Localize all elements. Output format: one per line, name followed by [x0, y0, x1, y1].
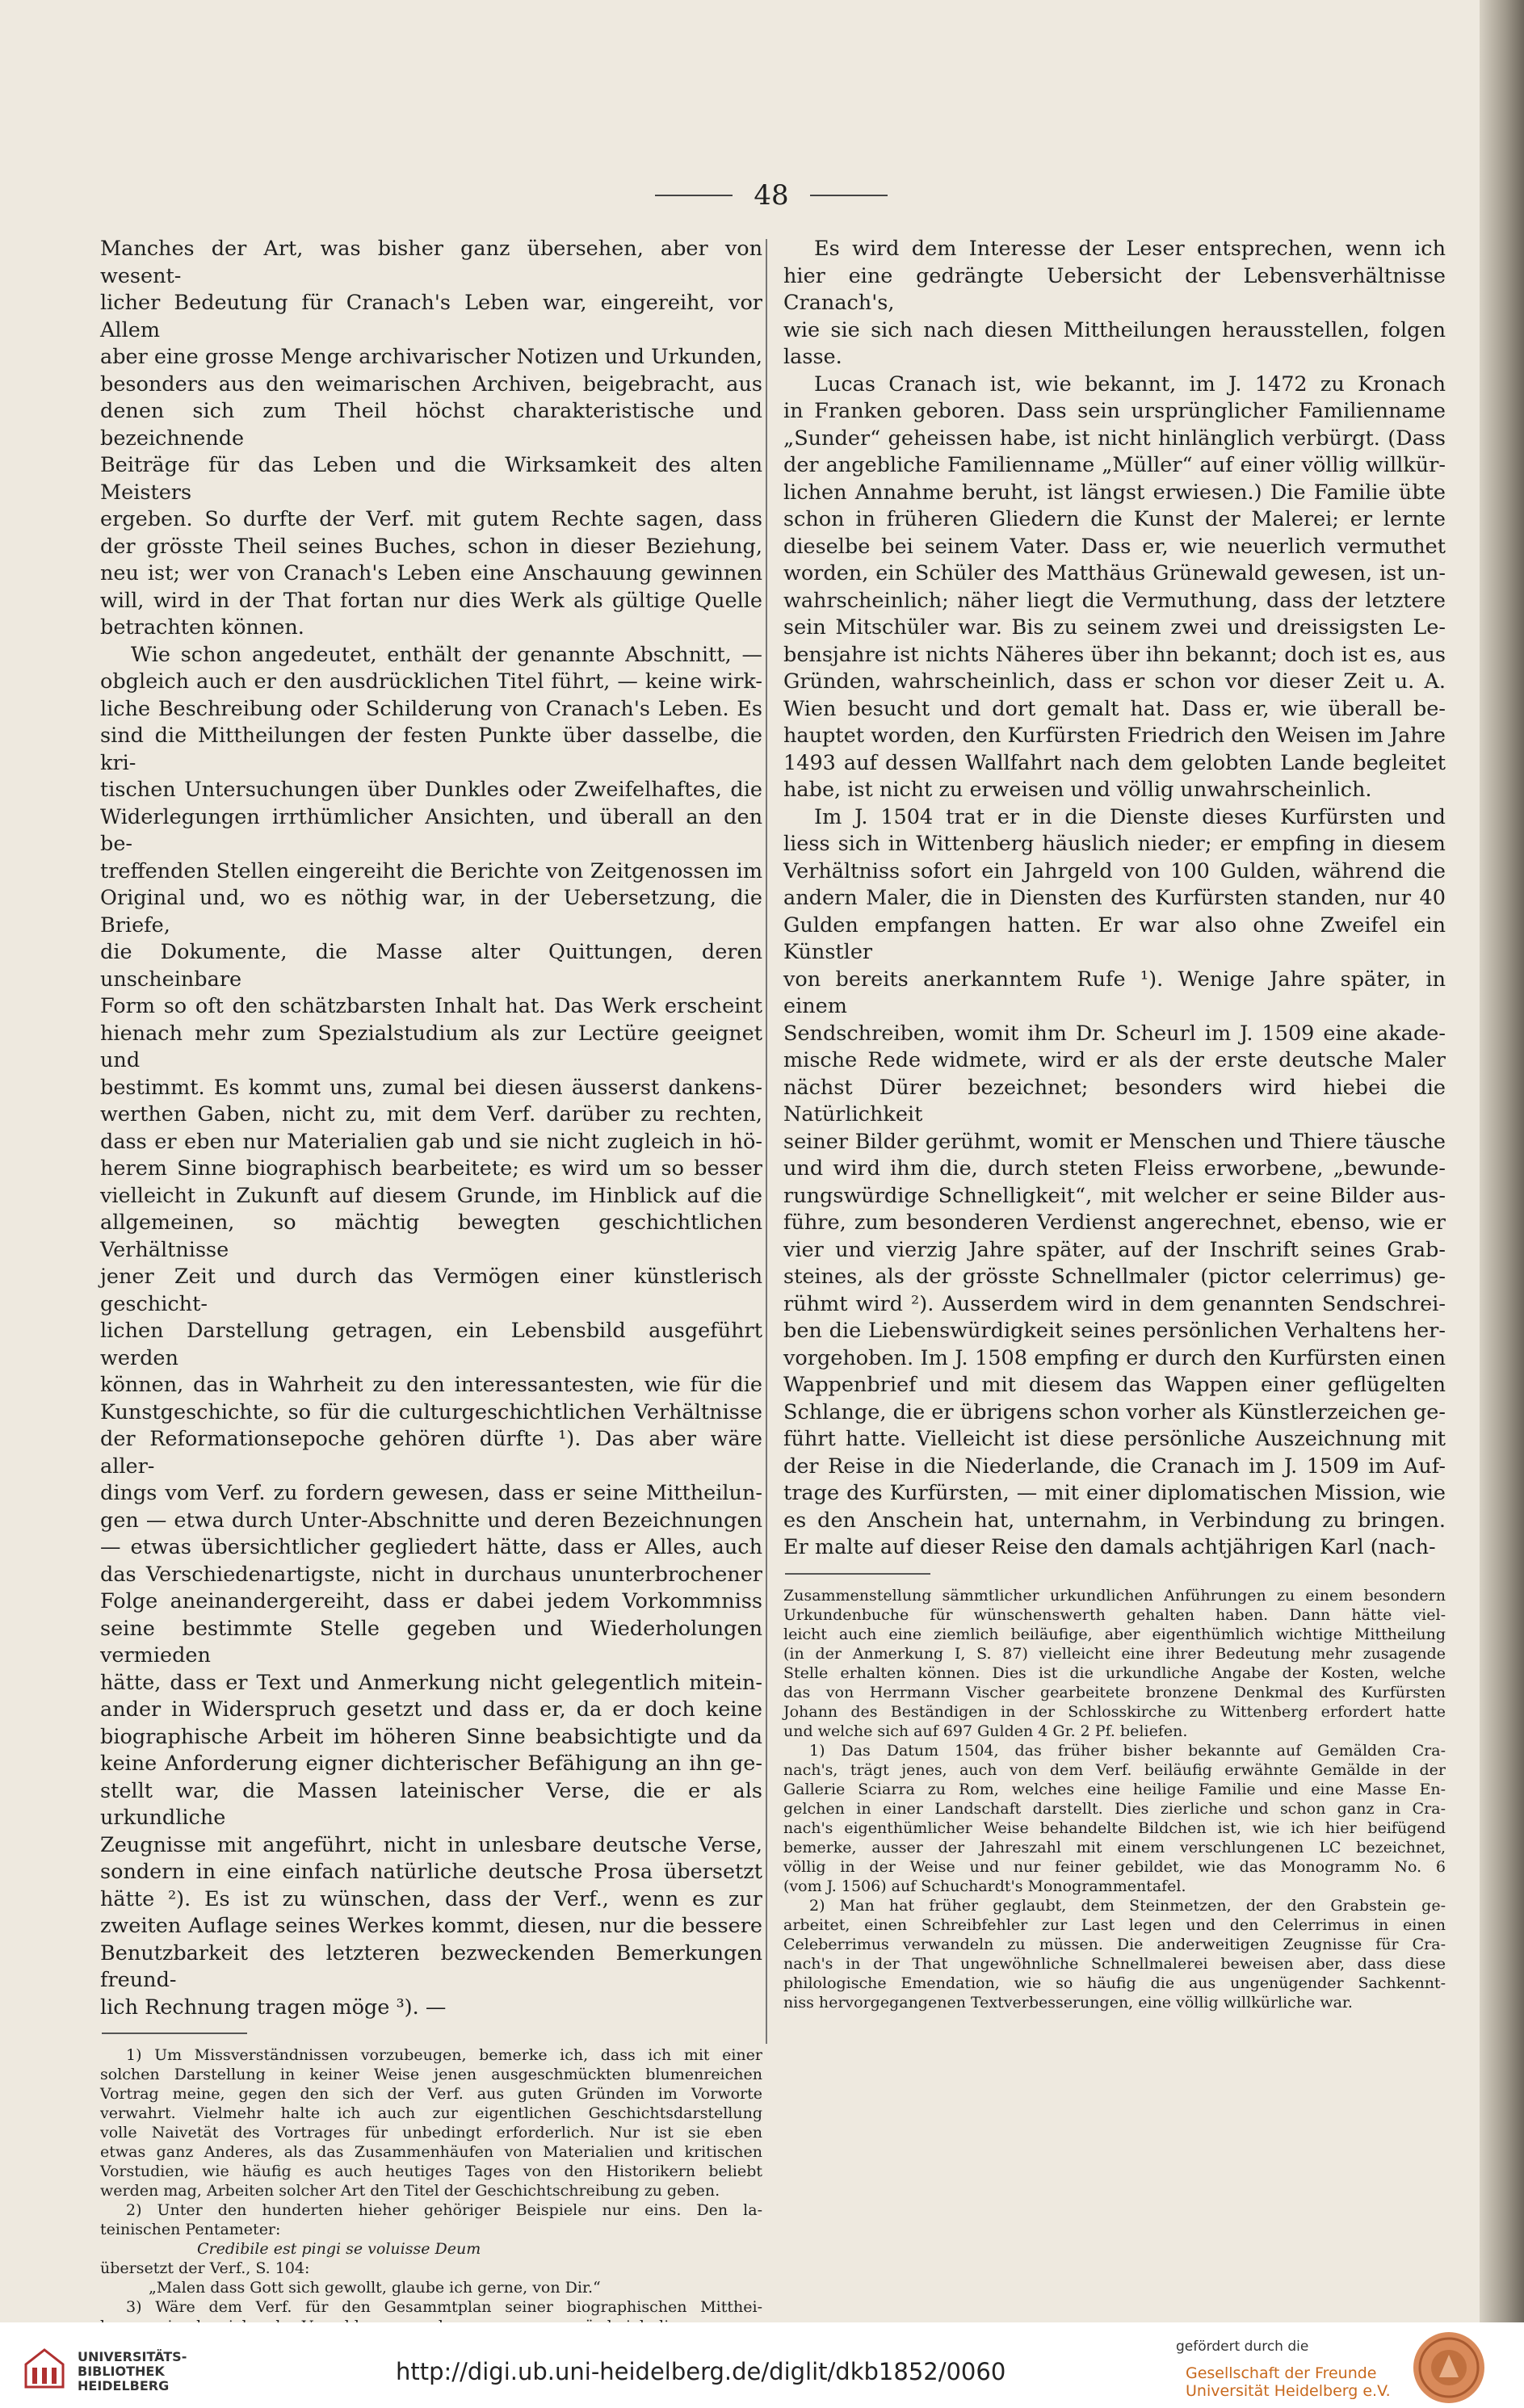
- text-line: 1493 auf dessen Wallfahrt nach dem gelobten Lande begleitet: [783, 750, 1446, 775]
- footnote-line: Urkundenbuche für wünschenswerth gehalten haben. Dann hätte viel-: [783, 1605, 1446, 1624]
- text-line: licher Bedeutung für Cranach's Leben war, eingereiht, vor Allem: [100, 291, 762, 342]
- paragraph: [100, 236, 762, 642]
- header-dash-right: [810, 195, 888, 196]
- text-line: sind die Mittheilungen der festen Punkte über dasselbe, die kri-: [100, 724, 762, 775]
- footnote-line: philologische Emendation, wie so häufig die aus ungenügender Sachkennt-: [783, 1974, 1446, 1992]
- footnote-line: niss hervorgegangenen Textverbesserungen, eine völlig willkürliche war.: [783, 1993, 1353, 2012]
- text-line: lich Rechnung tragen möge ³). —: [100, 1995, 447, 2020]
- text-line: Schlange, die er übrigens schon vorher als Künstlerzeichen ge-: [783, 1399, 1446, 1424]
- text-line: schon in früheren Gliedern die Kunst der Malerei; er lernte: [783, 507, 1446, 531]
- footnote-line: nach's eigenthümlicher Weise behandelte Bildchen ist, wie ich hier beifügend: [783, 1819, 1446, 1837]
- text-line: biographische Arbeit im höheren Sinne beabsichtigte und da: [100, 1724, 762, 1749]
- text-line: treffenden Stellen eingereiht die Berichte von Zeitgenossen im: [100, 858, 762, 883]
- text-line: herem Sinne biographisch bearbeitete; es wird um so besser: [100, 1156, 762, 1181]
- text-line: die Dokumente, die Masse alter Quittungen, deren unscheinbare: [100, 940, 762, 992]
- text-line: Beiträge für das Leben und die Wirksamkeit des alten Meisters: [100, 453, 762, 505]
- text-line: das Verschiedenartigste, nicht in durchaus ununterbrochener: [100, 1562, 762, 1587]
- text-line: wahrscheinlich; näher liegt die Vermuthung, dass der letztere: [783, 588, 1446, 613]
- text-line: Form so oft den schätzbarsten Inhalt hat. Das Werk erscheint: [100, 994, 762, 1018]
- text-line: Widerlegungen irrthümlicher Ansichten, und überall an den be-: [100, 804, 762, 856]
- university-seal-icon: [1412, 2330, 1486, 2405]
- footnote-line: Johann des Beständigen in der Schlosskirche zu Wittenberg erfordert hatte: [783, 1702, 1446, 1721]
- text-line: Es wird dem Interesse der Leser entsprechen, wenn ich: [814, 237, 1446, 261]
- text-line: bensjahre ist nichts Näheres über ihn bekannt; doch ist es, aus: [783, 642, 1446, 667]
- right-column: [783, 236, 1446, 2012]
- text-line: habe, ist nicht zu erweisen und völlig unwahrscheinlich.: [783, 778, 1372, 802]
- text-line: hienach mehr zum Spezialstudium als zur Lectüre geeignet und: [100, 1021, 762, 1072]
- text-line: bestimmt. Es kommt uns, zumal bei diesen äusserst dankens-: [100, 1075, 762, 1100]
- text-line: ander in Widerspruch gesetzt und dass er, da er doch keine: [100, 1697, 762, 1722]
- text-line: ergeben. So durfte der Verf. mit gutem Rechte sagen, dass: [100, 507, 762, 531]
- society-name-line: Universität Heidelberg e.V.: [1186, 2382, 1391, 2400]
- text-line: keine Anforderung eigner dichterischer Befähigung an ihn ge-: [100, 1751, 762, 1776]
- text-line: jener Zeit und durch das Vermögen einer künstlerisch geschicht-: [100, 1265, 762, 1316]
- text-line: wie sie sich nach diesen Mittheilungen herausstellen, folgen lasse.: [783, 317, 1446, 369]
- paragraph: [100, 642, 762, 2022]
- text-line: stellt war, die Massen lateinischer Verse, die er als urkundliche: [100, 1778, 762, 1830]
- footnote-line: (in der Anmerkung I, S. 87) vielleicht eine ihrer Bedeutung mehr zusagende: [783, 1644, 1446, 1663]
- text-line: trage des Kurfürsten, — mit einer diplomatischen Mission, wie: [783, 1481, 1446, 1505]
- text-line: rungswürdige Schnelligkeit“, mit welcher er seine Bilder aus-: [783, 1183, 1446, 1208]
- footnote-line: arbeitet, einen Schreibfehler zur Last legen und den Celerrimus in einen: [783, 1915, 1446, 1934]
- text-line: Zeugnisse mit angeführt, nicht in unlesbare deutsche Verse,: [100, 1832, 762, 1857]
- text-line: Benutzbarkeit des letzteren bezweckenden Bemerkungen freund-: [100, 1940, 762, 1992]
- paragraph: [783, 371, 1446, 804]
- footnote-rule: [785, 1573, 930, 1575]
- footnote-line: verwahrt. Vielmehr halte ich auch zur eigentlichen Geschichtsdarstellung: [100, 2104, 762, 2122]
- text-line: der grösste Theil seines Buches, schon in dieser Beziehung,: [100, 534, 762, 559]
- text-line: hätte, dass er Text und Anmerkung nicht gelegentlich mitein-: [100, 1670, 762, 1695]
- funded-by-label: gefördert durch die: [1176, 2339, 1309, 2355]
- footnote-line: 2) Man hat früher geglaubt, dem Steinmetzen, der den Grabstein ge-: [809, 1896, 1446, 1915]
- footnote-line: „Malen dass Gott sich gewollt, glaube ich gerne, von Dir.“: [149, 2279, 601, 2297]
- right-column-footnotes: [783, 1586, 1446, 2012]
- text-line: der angebliche Familienname „Müller“ auf einer völlig willkür-: [783, 453, 1446, 477]
- footnote-line: teinischen Pentameter:: [100, 2221, 281, 2238]
- text-line: mische Rede widmete, wird er als der erste deutsche Maler: [783, 1048, 1446, 1072]
- library-name-line: HEIDELBERG: [78, 2378, 170, 2393]
- left-column-body: [100, 236, 762, 2021]
- page-number-header: [638, 179, 905, 212]
- text-line: führe, zum besonderen Verdienst angerechnet, ebenso, wie er: [783, 1210, 1446, 1235]
- text-line: in Franken geboren. Dass sein ursprünglicher Familienname: [783, 399, 1446, 423]
- text-line: Wie schon angedeutet, enthält der genannte Abschnitt, —: [131, 642, 762, 667]
- text-line: liche Beschreibung oder Schilderung von Cranach's Leben. Es: [100, 696, 762, 721]
- text-line: Verhältniss sofort ein Jahrgeld von 100 Gulden, während die: [783, 858, 1446, 883]
- text-line: zweiten Auflage seines Werkes kommt, diesen, nur die bessere: [100, 1914, 762, 1938]
- text-line: Kunstgeschichte, so für die culturgeschichtlichen Verhältnisse: [100, 1399, 762, 1424]
- right-column-body: [783, 236, 1446, 1562]
- text-line: gen — etwa durch Unter-Abschnitte und deren Bezeichnungen: [100, 1508, 762, 1533]
- footnote-line: etwas ganz Anderes, als das Zusammenhäufen von Materialien und kritischen: [100, 2143, 762, 2161]
- text-line: Original und, wo es nöthig war, in der Uebersetzung, die Briefe,: [100, 886, 762, 938]
- text-line: der Reise in die Niederlande, die Cranach im J. 1509 im Auf-: [783, 1454, 1446, 1479]
- society-name-line: Gesellschaft der Freunde: [1186, 2364, 1377, 2382]
- text-line: es den Anschein hat, unternahm, in Verbindung zu bringen.: [783, 1508, 1446, 1533]
- footnote-line: und welche sich auf 697 Gulden 4 Gr. 2 Pf. beliefen.: [783, 1722, 1188, 1740]
- paragraph: [783, 804, 1446, 1562]
- text-line: allgemeinen, so mächtig bewegten geschichtlichen Verhältnisse: [100, 1210, 762, 1262]
- text-line: will, wird in der That fortan nur dies Werk als gültige Quelle: [100, 588, 762, 613]
- footnote-rule: [102, 2033, 247, 2034]
- footnote-line: leicht auch eine ziemlich beiläufige, aber eigenthümlich wichtige Mittheilung: [783, 1625, 1446, 1643]
- text-line: dings vom Verf. zu fordern gewesen, dass er seine Mittheilun-: [100, 1481, 762, 1505]
- text-line: betrachten können.: [100, 615, 304, 640]
- text-line: führt hatte. Vielleicht ist diese persönliche Auszeichnung mit: [783, 1427, 1446, 1451]
- text-line: hätte ²). Es ist zu wünschen, dass der Verf., wenn es zur: [100, 1886, 762, 1911]
- text-line: nächst Dürer bezeichnet; besonders wird hiebei die Natürlichkeit: [783, 1075, 1446, 1126]
- text-line: werthen Gaben, nicht zu, mit dem Verf. darüber zu rechten,: [100, 1102, 762, 1126]
- text-line: Lucas Cranach ist, wie bekannt, im J. 1472 zu Kronach: [814, 371, 1446, 396]
- footnote-line: Zusammenstellung sämmtlicher urkundlichen Anführungen zu einem besondern: [783, 1586, 1446, 1605]
- footnote-line: werden mag, Arbeiten solcher Art den Titel der Geschichtschreibung zu geben.: [100, 2182, 720, 2200]
- text-line: Manches der Art, was bisher ganz übersehen, aber von wesent-: [100, 237, 762, 288]
- footnote-line: (vom J. 1506) auf Schuchardt's Monogrammentafel.: [783, 1877, 1186, 1895]
- text-line: hauptet worden, den Kurfürsten Friedrich den Weisen im Jahre: [783, 724, 1446, 748]
- left-column-footnotes: [100, 2045, 762, 2336]
- text-line: „Sunder“ geheissen habe, ist nicht hinlänglich verbürgt. (Dass: [783, 426, 1446, 451]
- text-line: Im J. 1504 trat er in die Dienste dieses Kurfürsten und: [814, 804, 1446, 829]
- text-line: obgleich auch er den ausdrücklichen Titel führt, — keine wirk-: [100, 669, 762, 694]
- footnote-line: 2) Unter den hunderten hieher gehöriger Beispiele nur eins. Den la-: [126, 2201, 762, 2219]
- paragraph: [783, 236, 1446, 371]
- library-name: [78, 2350, 187, 2393]
- text-line: Gulden empfangen hatten. Er war also ohne Zweifel ein Künstler: [783, 912, 1446, 964]
- text-line: lichen Darstellung getragen, ein Lebensbild ausgeführt werden: [100, 1319, 762, 1370]
- text-line: — etwas übersichtlicher gegliedert hätte, dass er Alles, auch: [100, 1535, 762, 1559]
- page-number: 48: [754, 179, 789, 212]
- footnote-line: Gallerie Sciarra zu Rom, welches eine heilige Familie und eine Masse En-: [783, 1780, 1446, 1798]
- text-line: vier und vierzig Jahre später, auf der Inschrift seines Grab-: [783, 1237, 1446, 1262]
- text-line: rühmt wird ²). Ausserdem wird in dem genannten Sendschrei-: [783, 1291, 1446, 1316]
- permalink-url[interactable]: http://digi.ub.uni-heidelberg.de/diglit/dkb1852/0060: [396, 2358, 1006, 2385]
- footnote-line: nach's in der That ungewöhnliche Schnellmalerei beweisen aber, dass diese: [783, 1954, 1446, 1973]
- footnote-line: gelchen in einer Landschaft darstellt. Dies zierliche und schon ganz in Cra-: [783, 1799, 1446, 1818]
- text-line: steines, als der grösste Schnellmaler (pictor celerrimus) ge-: [783, 1265, 1446, 1289]
- text-line: Gründen, wahrscheinlich, dass er schon vor dieser Zeit u. A.: [783, 669, 1446, 694]
- text-line: andern Maler, die in Diensten des Kurfürsten standen, nur 40: [783, 886, 1446, 910]
- footnote-line: Vortrag meine, gegen den sich der Verf. aus guten Gründen im Vorworte: [100, 2085, 762, 2103]
- text-line: ben die Liebenswürdigkeit seines persönlichen Verhaltens her-: [783, 1319, 1446, 1343]
- footnote-line: Stelle erhalten können. Dies ist die urkundliche Angabe der Kosten, welche: [783, 1663, 1446, 1682]
- text-line: Wappenbrief und mit diesem das Wappen einer geflügelten: [783, 1373, 1446, 1397]
- text-line: Sendschreiben, womit ihm Dr. Scheurl im J. 1509 eine akade-: [783, 1021, 1446, 1046]
- text-line: Er malte auf dieser Reise den damals achtjährigen Karl (nach-: [783, 1535, 1436, 1559]
- footnote-line: volle Naivetät des Vortrages für unbedingt erforderlich. Nur ist sie eben: [100, 2124, 762, 2142]
- digitization-footer: [0, 2322, 1524, 2408]
- footnote-line: Credibile est pingi se voluisse Deum: [197, 2240, 481, 2258]
- library-name-line: BIBLIOTHEK: [78, 2364, 165, 2379]
- footnote-line: das von Herrmann Vischer gearbeitete bronzene Denkmal des Kurfürsten: [783, 1683, 1446, 1701]
- header-dash-left: [655, 195, 733, 196]
- text-line: hier eine gedrängte Uebersicht der Lebensverhältnisse Cranach's,: [783, 263, 1446, 315]
- text-line: seine bestimmte Stelle gegeben und Wiederholungen vermieden: [100, 1616, 762, 1668]
- footnote-line: 1) Um Missverständnissen vorzubeugen, bemerke ich, dass ich mit einer: [126, 2046, 762, 2064]
- text-line: worden, ein Schüler des Matthäus Grünewald gewesen, ist un-: [783, 561, 1446, 585]
- footnote-line: bemerke, ausser der Jahreszahl mit einem verschlungenen LC bezeichnet,: [783, 1838, 1446, 1856]
- text-line: besonders aus den weimarischen Archiven, beigebracht, aus: [100, 371, 762, 396]
- text-line: neu ist; wer von Cranach's Leben eine Anschauung gewinnen: [100, 561, 762, 585]
- library-logo-icon: [23, 2347, 66, 2390]
- text-line: Folge aneinandergereiht, dass er dabei jedem Vorkommniss: [100, 1589, 762, 1613]
- footnote-line: völlig in der Weise und nur feiner gebildet, wie das Monogramm No. 6: [783, 1857, 1446, 1876]
- text-line: sein Mitschüler war. Bis zu seinem zwei und dreissigsten Le-: [783, 615, 1446, 640]
- text-line: seiner Bilder gerühmt, womit er Menschen und Thiere täusche: [783, 1129, 1446, 1154]
- footnote-line: nach's, trägt jenes, auch von dem Verf. beiläufig erwähnte Gemälde in der: [783, 1760, 1446, 1779]
- column-divider: [766, 239, 767, 2044]
- footnote-line: 1) Das Datum 1504, das früher bisher bekannte auf Gemälden Cra-: [809, 1741, 1446, 1760]
- text-line: aber eine grosse Menge archivarischer Notizen und Urkunden,: [100, 345, 762, 369]
- footnote-line: übersetzt der Verf., S. 104:: [100, 2259, 310, 2277]
- text-line: dieselbe bei seinem Vater. Dass er, wie neuerlich vermuthet: [783, 534, 1446, 559]
- footnote-line: 3) Wäre dem Verf. für den Gesammtplan seiner biographischen Mitthei-: [126, 2298, 762, 2316]
- book-spine-shadow: [1480, 0, 1524, 2322]
- text-line: der Reformationsepoche gehören dürfte ¹). Das aber wäre aller-: [100, 1427, 762, 1479]
- left-column: [100, 236, 762, 2336]
- text-line: vorgehoben. Im J. 1508 empfing er durch den Kurfürsten einen: [783, 1345, 1446, 1370]
- society-name: [1186, 2364, 1391, 2400]
- text-line: sondern in eine einfach natürliche deutsche Prosa übersetzt: [100, 1860, 762, 1884]
- footnote-line: solchen Darstellung in keiner Weise jenen ausgeschmückten blumenreichen: [100, 2066, 762, 2083]
- library-name-line: UNIVERSITÄTS-: [78, 2349, 187, 2364]
- text-line: können, das in Wahrheit zu den interessantesten, wie für die: [100, 1373, 762, 1397]
- footnote-line: Celeberrimus verwandeln zu müssen. Die anderweitigen Zeugnisse für Cra-: [783, 1935, 1446, 1953]
- text-line: dass er eben nur Materialien gab und sie nicht zugleich in hö-: [100, 1129, 762, 1154]
- footnote-line: Vorstudien, wie häufig es auch heutiges Tages von den Historikern beliebt: [100, 2163, 762, 2180]
- text-line: Wien besucht und dort gemalt hat. Dass er, wie überall be-: [783, 696, 1446, 721]
- text-line: vielleicht in Zukunft auf diesem Grunde, im Hinblick auf die: [100, 1183, 762, 1208]
- text-line: und wird ihm die, durch steten Fleiss erworbene, „bewunde-: [783, 1156, 1446, 1181]
- text-line: lichen Annahme beruht, ist längst erwiesen.) Die Familie übte: [783, 480, 1446, 505]
- text-line: denen sich zum Theil höchst charakteristische und bezeichnende: [100, 399, 762, 451]
- text-line: von bereits anerkanntem Rufe ¹). Wenige Jahre später, in einem: [783, 967, 1446, 1018]
- text-line: tischen Untersuchungen über Dunkles oder Zweifelhaftes, die: [100, 778, 762, 802]
- text-line: liess sich in Wittenberg häuslich nieder; er empfing in diesem: [783, 832, 1446, 856]
